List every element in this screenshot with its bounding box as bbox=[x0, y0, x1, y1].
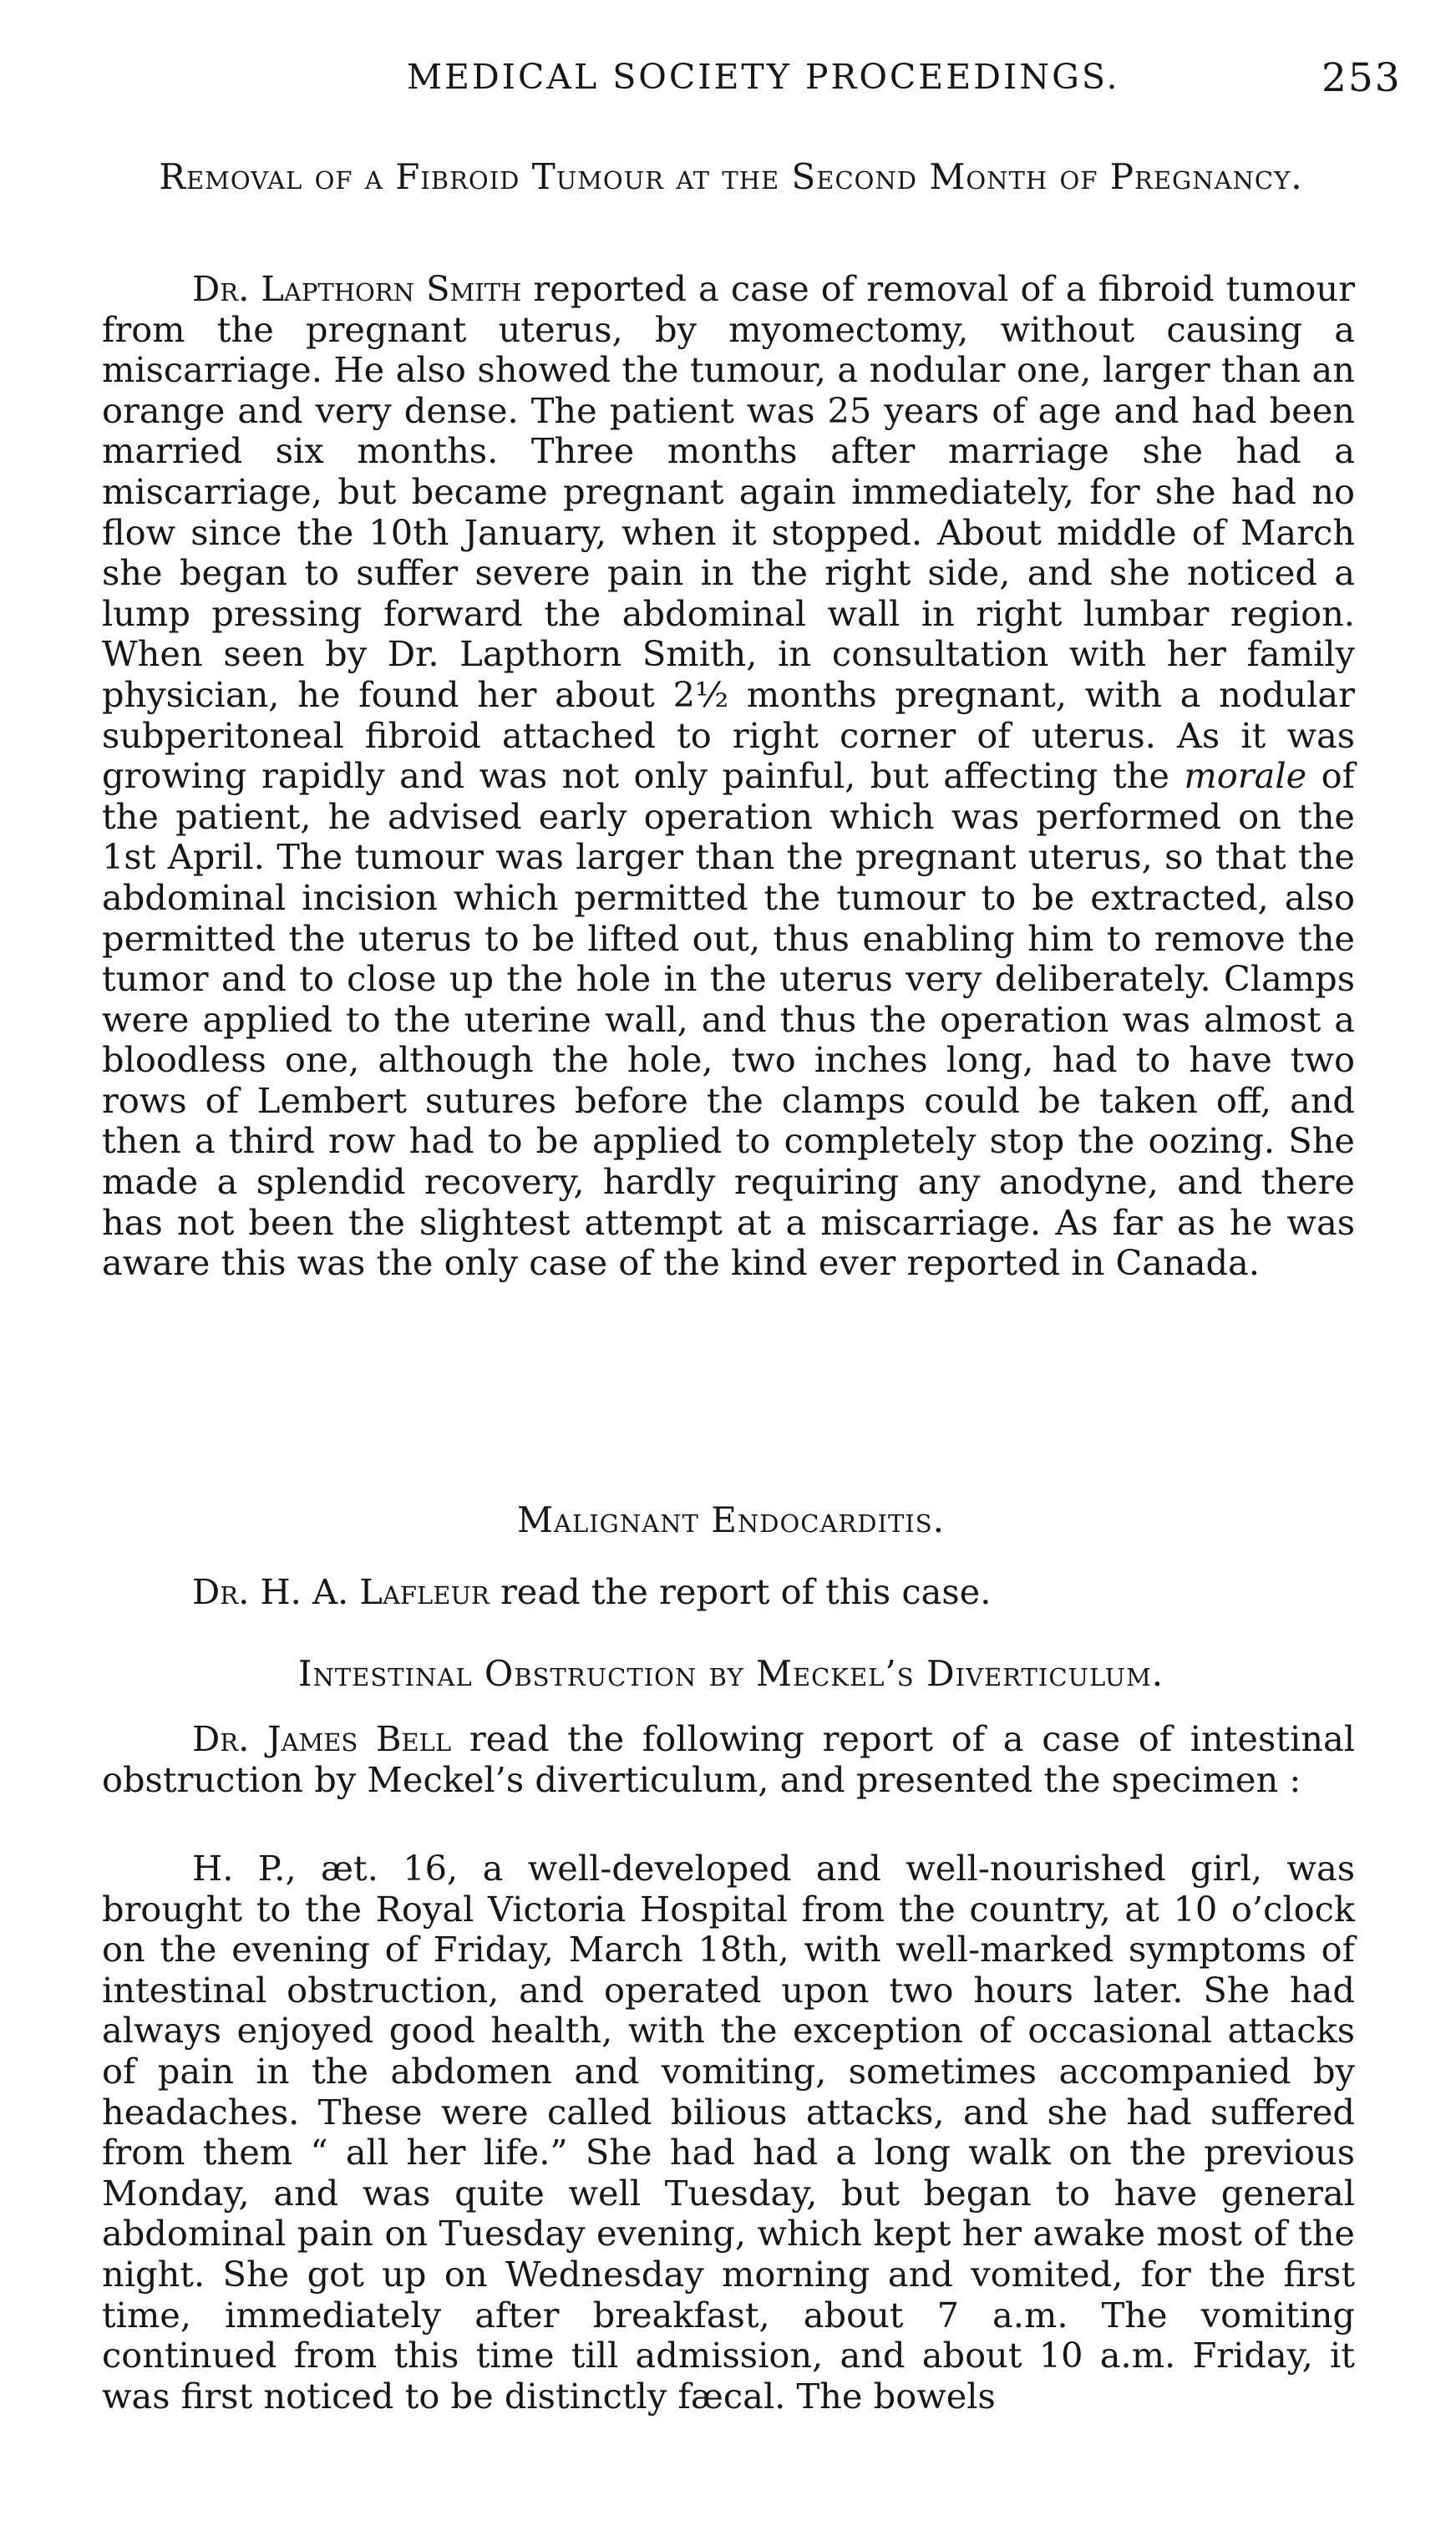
section-heading-intestinal-obstruction: Intestinal Obstruction by Meckel’s Diverticulum. bbox=[297, 1653, 1164, 1694]
paragraph-lafleur-report bbox=[102, 1572, 1355, 1613]
paragraph-text: read the following report of a case of intestinal obstruction by Meckel’s diverticulum, and presented the specimen : bbox=[102, 1718, 1355, 1800]
speaker-name: Dr. James Bell bbox=[192, 1718, 452, 1759]
speaker-name: Dr. H. A. Lafleur bbox=[192, 1571, 490, 1612]
running-head: MEDICAL SOCIETY PROCEEDINGS. bbox=[407, 57, 1120, 97]
italic-term: morale bbox=[1184, 755, 1307, 797]
section-heading-endocarditis: Malignant Endocarditis. bbox=[517, 1499, 945, 1540]
paragraph-lapthorn-smith-report bbox=[102, 269, 1355, 1284]
paragraph-case-history: H. P., æt. 16, a well-developed and well-nourished girl, was brought to the Royal Victoria Hospital from the country, at 10 o’clock on the evening of Friday, March 18th, with well-marked symptoms of intestinal obstruction, and operated upon two hours later. She had always enjoyed good health, with the exception of occasional attacks of pain in the abdomen and vomiting, sometimes accompanied by headaches. These were called bilious attacks, and she had suffered from them “ all her life.” She had had a long walk on the previous Monday, and was quite well Tuesday, but began to have general abdominal pain on Tuesday evening, which kept her awake most of the night. She got up on Wednesday morning and vomited, for the first time, immediately after breakfast, about 7 a.m. The vomiting continued from this time till admission, and about 10 a.m. Friday, it was first noticed to be distinctly fæcal. The bowels bbox=[102, 1848, 1355, 2417]
section-heading-fibroid: Removal of a Fibroid Tumour at the Second Month of Pregnancy. bbox=[159, 156, 1303, 197]
paragraph-text: read the report of this case. bbox=[489, 1571, 992, 1612]
page-number: 253 bbox=[1322, 55, 1402, 101]
paragraph-text: reported a case of removal of a fibroid tumour from the pregnant uterus, by myomectomy, without causing a miscarriage. He also showed the tumour, a nodular one, larger than an orange and very dense. The patient was 25 years of age and had been married six months. Three months after marriage she had a miscarriage, but became pregnant again immediately, for she had no flow since the 10th January, when it stopped. About middle of March she began to suffer severe pain in the right side, and she noticed a lump pressing forward the abdominal wall in right lumbar region. When seen by Dr. Lapthorn Smith, in consultation with her family physician, he found her about 2½ months pregnant, with a nodular subperitoneal fibroid attached to right corner of uterus. As it was growing rapidly and was not only painful, but affecting the bbox=[102, 268, 1355, 797]
speaker-name: Dr. Lapthorn Smith bbox=[192, 268, 522, 309]
paragraph-james-bell-intro bbox=[102, 1719, 1355, 1800]
page-header bbox=[0, 57, 1456, 115]
paragraph-text: of the patient, he advised early operation which was performed on the 1st April. The tumour was larger than the pregnant uterus, so that the abdominal incision which permitted the tumour to be extracted, also permitted the uterus to be lifted out, thus enabling him to remove the tumor and to close up the hole in the uterus very deliberately. Clamps were applied to the uterine wall, and thus the operation was almost a bloodless one, although the hole, two inches long, had to have two rows of Lembert sutures before the clamps could be taken off, and then a third row had to be applied to completely stop the oozing. She made a splendid recovery, hardly requiring any anodyne, and there has not been the slightest attempt at a miscarriage. As far as he was aware this was the only case of the kind ever reported in Canada. bbox=[102, 755, 1355, 1284]
